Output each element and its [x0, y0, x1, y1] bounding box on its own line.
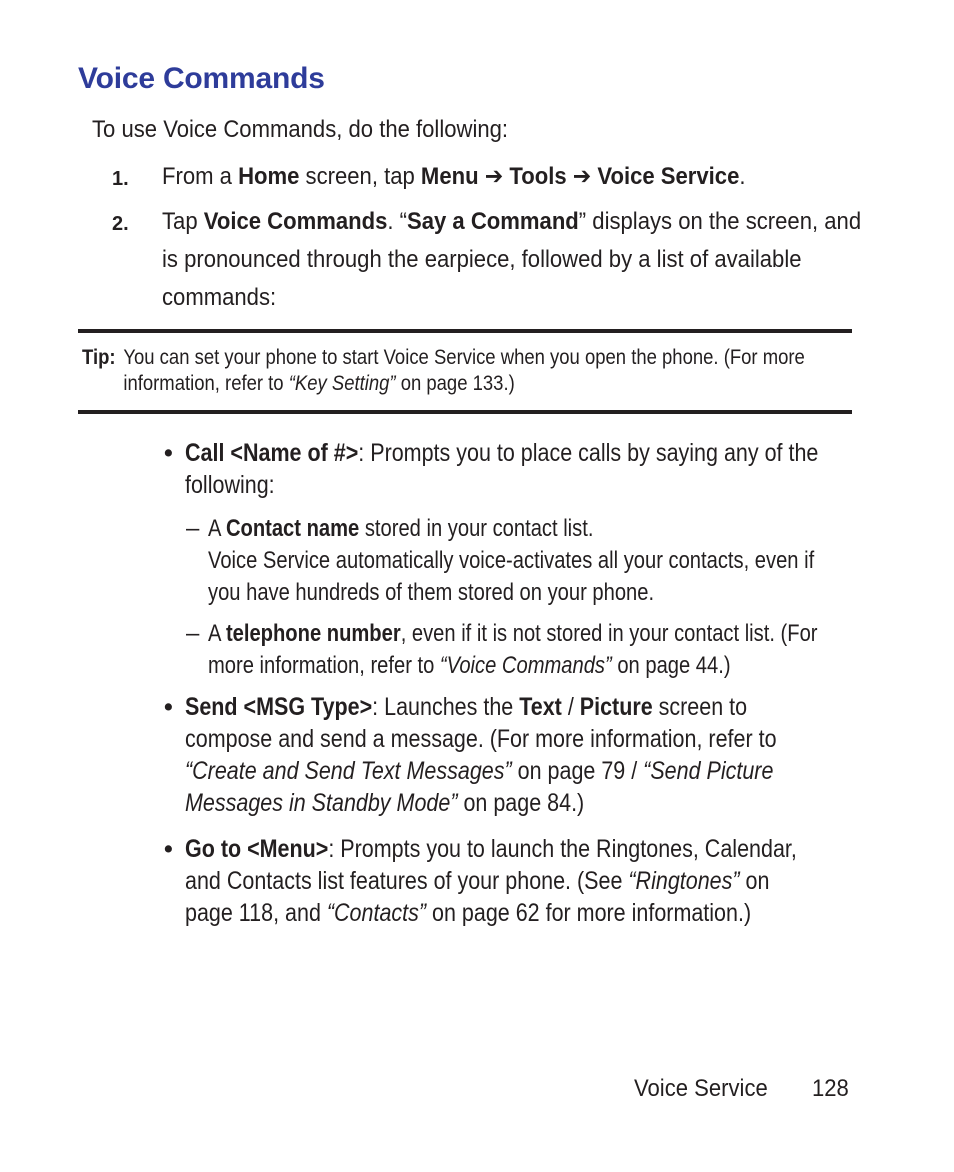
voice-commands-label: Voice Commands [203, 208, 388, 235]
footer-page-number: 128 [812, 1075, 849, 1102]
voice-commands-reference-link[interactable]: “Voice Commands” [439, 652, 612, 679]
sub-text: stored in your contact list. [359, 515, 594, 542]
tip-body: on page 133.) [395, 372, 515, 395]
dash-marker: – [186, 620, 200, 647]
footer-section-name: Voice Service [634, 1075, 768, 1102]
step-text: From a [162, 163, 239, 190]
tip-label: Tip: [82, 346, 116, 369]
bullet-marker: • [164, 835, 173, 863]
contact-name-label: Contact name [225, 515, 360, 542]
sub-text: , even if it is not stored in your contact list. (For more information, refer to [208, 620, 818, 679]
command-description: on page 79 / [511, 757, 644, 785]
sub-item-text [208, 618, 846, 682]
step-text: screen, tap [299, 163, 421, 190]
command-description: : Prompts you to place calls by saying any of the following: [185, 439, 819, 499]
sub-text: A [208, 515, 226, 542]
command-name: Call <Name of #> [185, 439, 359, 467]
say-a-command-label: Say a Command [407, 208, 579, 235]
menu-label: Menu [420, 163, 479, 190]
ringtones-reference-link[interactable]: “Ringtones” [628, 867, 740, 895]
dash-marker: – [186, 515, 200, 542]
command-description: : Launches the [372, 693, 520, 721]
slash-separator: / [561, 693, 580, 721]
contacts-reference-link[interactable]: “Contacts” [326, 899, 427, 927]
sub-item-text [208, 513, 846, 609]
command-description: on page 118, and [185, 867, 770, 927]
command-description: : Prompts you to launch the Ringtones, Calendar, and Contacts list features of your phone. (See [185, 835, 797, 895]
tools-label: Tools [509, 163, 567, 190]
arrow-icon: ➔ [566, 163, 598, 190]
command-name: Send <MSG Type> [185, 693, 373, 721]
create-send-text-reference-link[interactable]: “Create and Send Text Messages” [185, 757, 512, 785]
arrow-icon: ➔ [478, 163, 510, 190]
tip-body: You can set your phone to start Voice Service when you open the phone. (For more information, refer to [123, 346, 805, 395]
home-label: Home [238, 163, 300, 190]
step-text: Tap [162, 208, 204, 235]
step-text: . [739, 163, 746, 190]
step-number: 2. [112, 213, 129, 235]
step-body [162, 203, 861, 317]
step-text: ” displays on the screen, and is pronounced through the earpiece, followed by a list of available commands: [162, 208, 862, 311]
bullet-marker: • [164, 693, 173, 721]
tip-reference-link[interactable]: “Key Setting” [288, 372, 396, 395]
send-picture-reference-link[interactable]: “Send Picture Messages in Standby Mode” [185, 757, 774, 817]
step-number: 1. [112, 168, 129, 190]
command-name: Go to <Menu> [185, 835, 329, 863]
bullet-marker: • [164, 439, 173, 467]
intro-text: To use Voice Commands, do the following: [92, 116, 509, 143]
command-description: on page 84.) [457, 789, 585, 817]
picture-label: Picture [579, 693, 653, 721]
tip-top-rule [78, 329, 852, 333]
command-description: screen to compose and send a message. (For more information, refer to [185, 693, 777, 753]
voice-service-label: Voice Service [597, 163, 740, 190]
bullet-text [185, 437, 821, 501]
command-description: on page 62 for more information.) [426, 899, 752, 927]
tip-text [123, 345, 853, 397]
step-text: . “ [387, 208, 408, 235]
sub-note: Voice Service automatically voice-activates all your contacts, even if you have hundreds of them stored on your phone. [208, 547, 815, 606]
sub-text: A [208, 620, 226, 647]
telephone-number-label: telephone number [225, 620, 401, 647]
bullet-text [185, 833, 821, 929]
text-label: Text [519, 693, 562, 721]
sub-text: on page 44.) [611, 652, 731, 679]
tip-bottom-rule [78, 410, 852, 414]
section-title: Voice Commands [78, 62, 325, 95]
step-body [162, 158, 861, 196]
bullet-text [185, 691, 821, 819]
